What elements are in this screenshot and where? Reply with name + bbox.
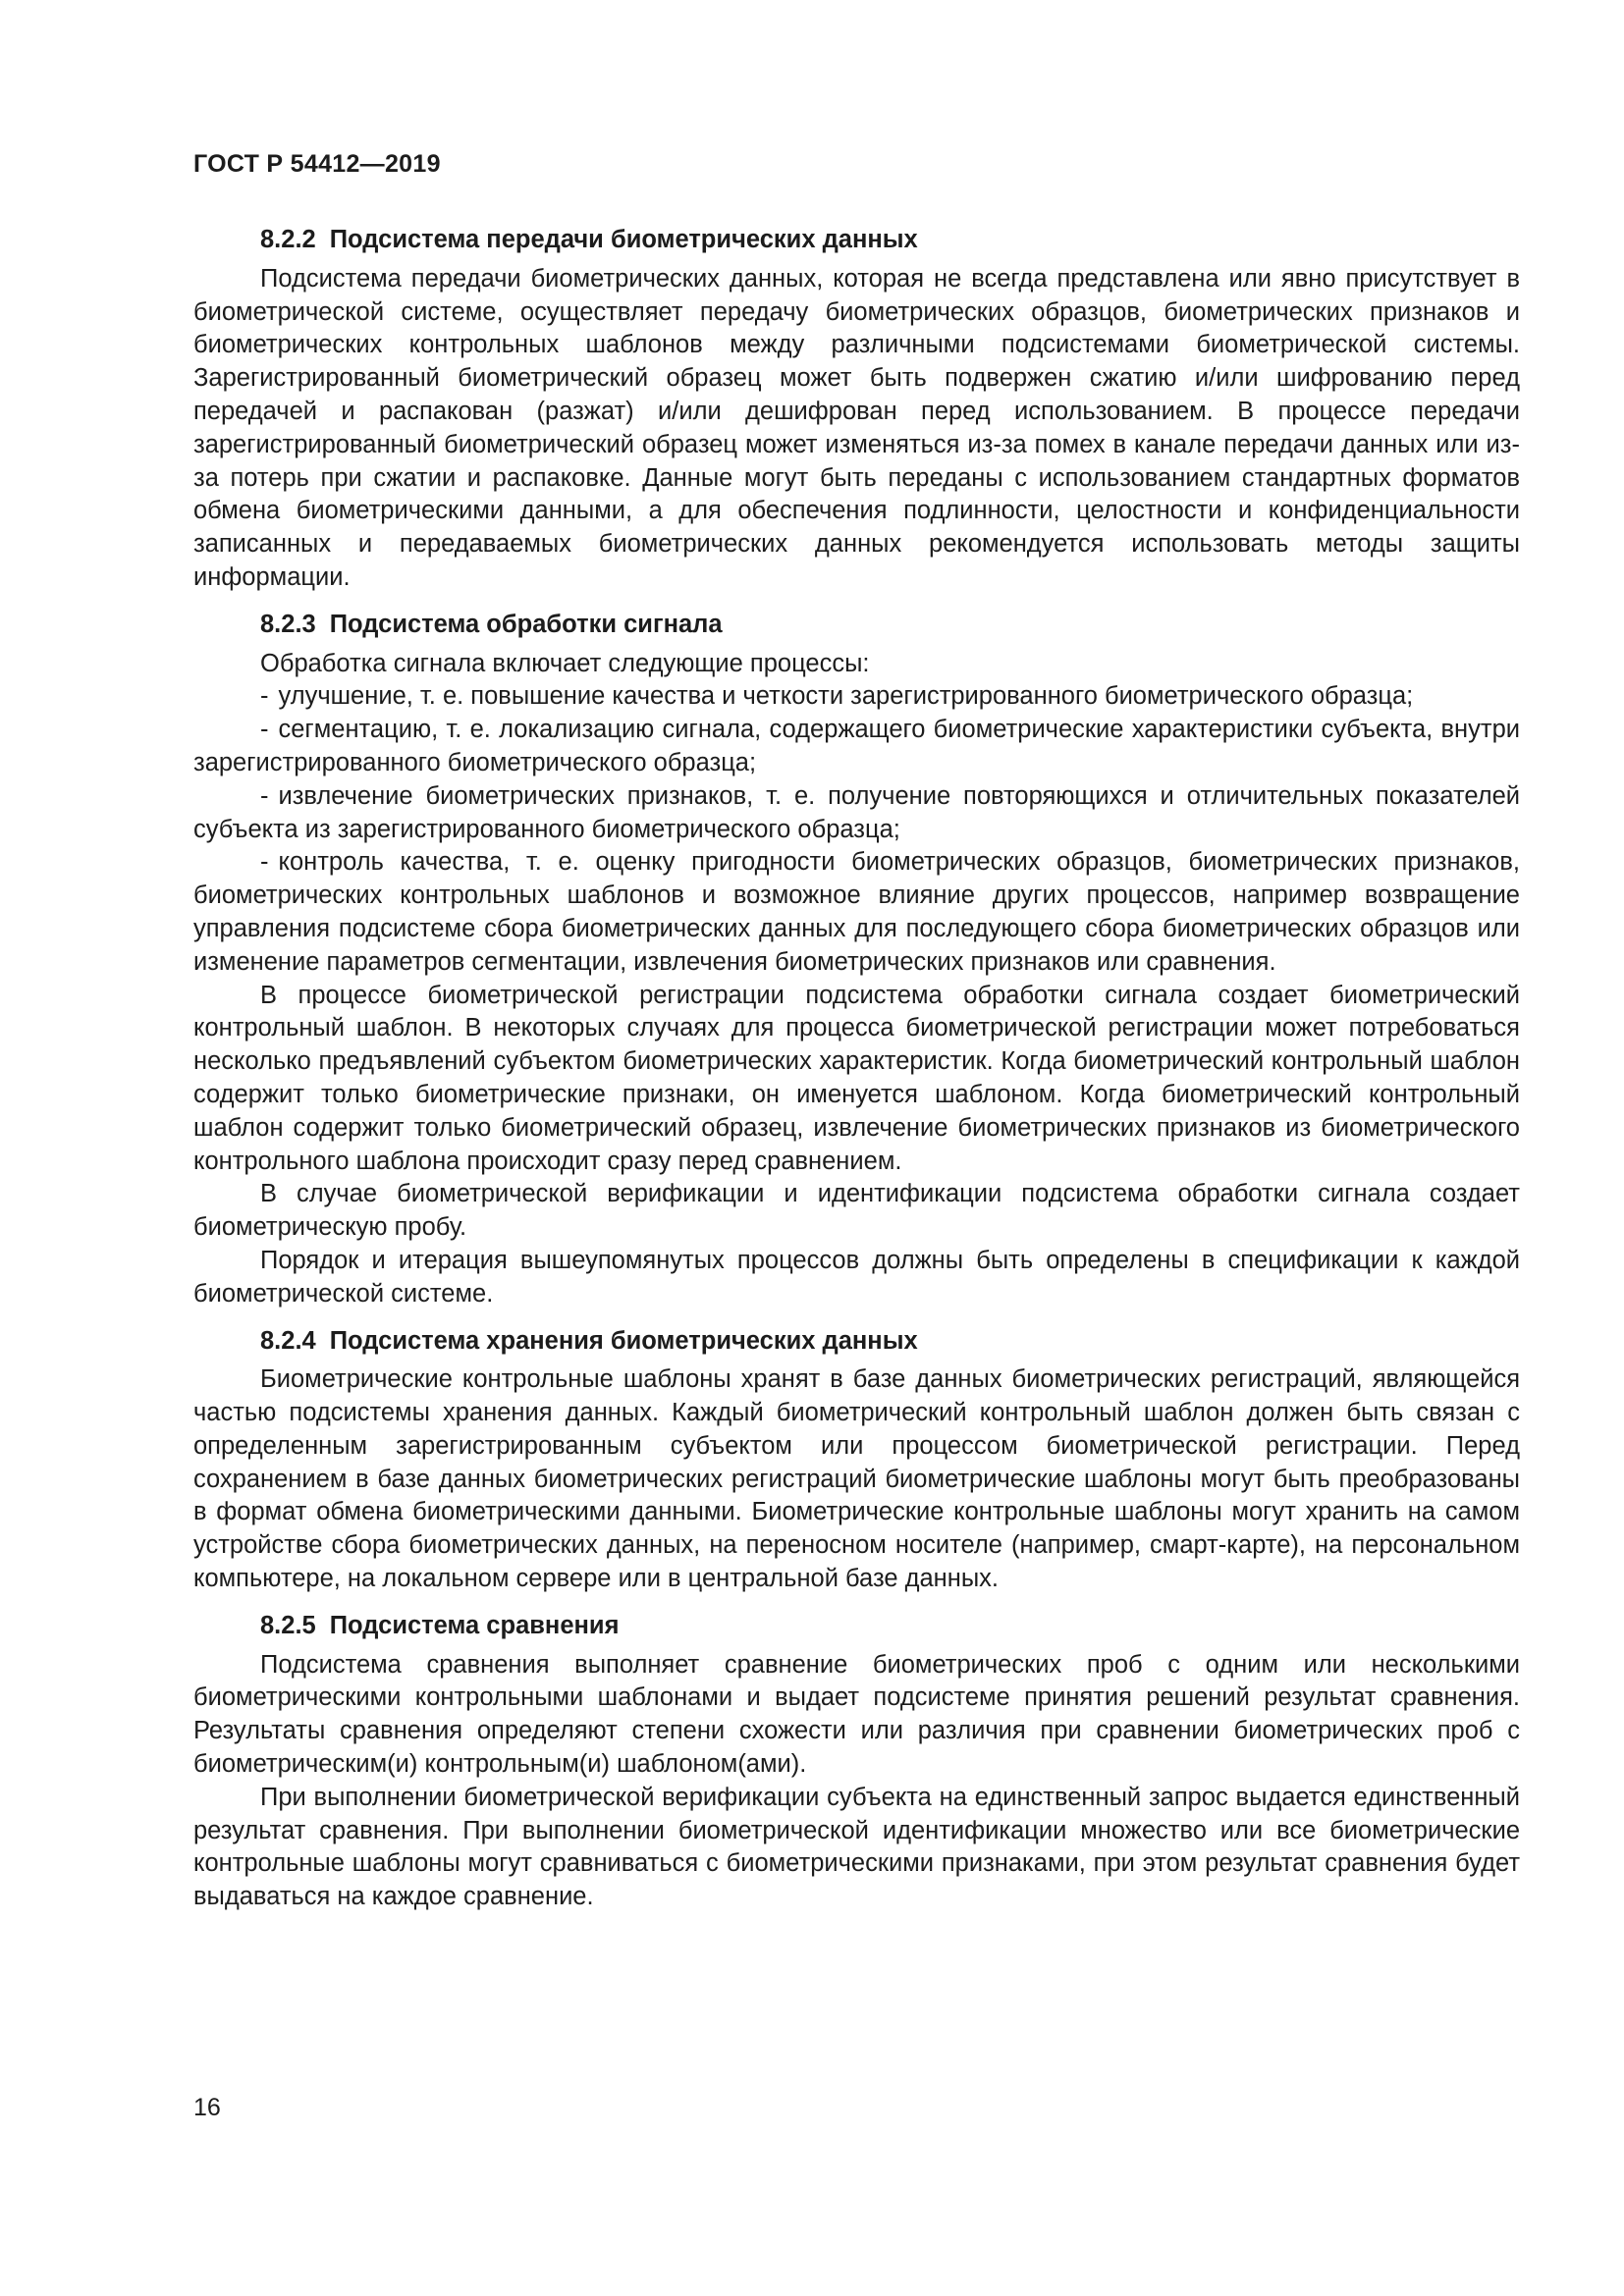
list-item-text: сегментацию, т. е. локализацию сигнала, содержащего биометрические характеристики субъекта, внутри зарегистрированного биометрического образца; xyxy=(193,716,1520,776)
page-number: 16 xyxy=(193,2094,221,2121)
section-8-2-4 xyxy=(193,1325,1520,1596)
list-item-text: извлечение биометрических признаков, т. е. получение повторяющихся и отличительных показателей субъекта из зарегистрированного биометрического образца; xyxy=(193,781,1520,843)
list-item-text: контроль качества, т. е. оценку пригодности биометрических образцов, биометрических признаков, биометрических контрольных шаблонов и возможное влияние других процессов, например возвращение управления подсистеме сбора биометрических данных для последующего сбора биометрических образцов или изменение параметров сегментации, извлечения биометрических признаков или сравнения. xyxy=(193,848,1520,976)
list-marker: - xyxy=(260,848,269,877)
paragraph: Биометрические контрольные шаблоны хранят в базе данных биометрических регистраций, являющейся частью подсистемы хранения данных. Каждый биометрический контрольный шаблон должен быть связан с определенным зарегистрированным субъектом или процессом биометрической регистрации. Перед сохранением в базе данных биометрических регистраций биометрические шаблоны могут быть преобразованы в формат обмена биометрическими данными. Биометрические контрольные шаблоны могут хранить на самом устройстве сбора биометрических данных, на переносном носителе (например, смарт-карте), на персональном компьютере, на локальном сервере или в центральной базе данных. xyxy=(193,1365,1520,1593)
paragraph: Подсистема сравнения выполняет сравнение биометрических проб с одним или несколькими биометрическими контрольными шаблонами и выдает подсистеме принятия решений результат сравнения. Результаты сравнения определяют степени схожести или различия при сравнении биометрических проб с биометрическим(и) контрольным(и) шаблоном(ами). xyxy=(193,1650,1520,1779)
section-title: Подсистема передачи биометрических данных xyxy=(329,226,918,253)
section-heading xyxy=(193,1325,1520,1359)
paragraph: В случае биометрической верификации и идентификации подсистема обработки сигнала создает биометрическую пробу. xyxy=(193,1180,1520,1242)
paragraph: Подсистема передачи биометрических данных, которая не всегда представлена или явно присутствует в биометрической системе, осуществляет передачу биометрических образцов, биометрических признаков и биометрических контрольных шаблонов между различными подсистемами биометрической системы. Зарегистрированный биометрический образец может быть подвержен сжатию и/или шифрованию перед передачей и распакован (разжат) и/или дешифрован перед использованием. В процессе передачи зарегистрированный биометрический образец может изменяться из-за помех в канале передачи данных или из-за потерь при сжатии и распаковке. Данные могут быть переданы с использованием стандартных форматов обмена биометрическими данными, а для обеспечения подлинности, целостности и конфиденциальности записанных и передаваемых биометрических данных рекомендуется использовать методы защиты информации. xyxy=(193,264,1520,591)
list-marker: - xyxy=(260,682,269,711)
paragraph: Порядок и итерация вышеупомянутых процессов должны быть определены в спецификации к каждой биометрической системе. xyxy=(193,1246,1520,1308)
section-heading xyxy=(193,224,1520,257)
section-heading xyxy=(193,1610,1520,1643)
section-number: 8.2.4 xyxy=(260,1326,316,1355)
list-item xyxy=(193,846,1520,979)
list-item xyxy=(193,780,1520,847)
list-item xyxy=(193,680,1520,714)
section-title: Подсистема обработки сигнала xyxy=(329,610,723,638)
section-title: Подсистема хранения биометрических данных xyxy=(329,1326,918,1355)
paragraph: В процессе биометрической регистрации подсистема обработки сигнала создает биометрический контрольный шаблон. В некоторых случаях для процесса биометрической регистрации может потребоваться несколько предъявлений субъектом биометрических характеристик. Когда биометрический контрольный шаблон содержит только биометрические признаки, он именуется шаблоном. Когда биометрический контрольный шаблон содержит только биометрический образец, извлечение биометрических признаков из биометрического контрольного шаблона происходит сразу перед сравнением. xyxy=(193,981,1520,1175)
section-8-2-5 xyxy=(193,1610,1520,1914)
list-marker: - xyxy=(260,781,269,810)
section-8-2-3 xyxy=(193,609,1520,1311)
section-number: 8.2.2 xyxy=(260,226,316,253)
section-number: 8.2.3 xyxy=(260,610,316,638)
list-intro: Обработка сигнала включает следующие процессы: xyxy=(260,649,870,677)
list-marker: - xyxy=(260,716,269,744)
section-heading xyxy=(193,609,1520,642)
list-item-text: улучшение, т. е. повышение качества и четкости зарегистрированного биометрического образца; xyxy=(278,682,1414,711)
section-title: Подсистема сравнения xyxy=(329,1611,620,1639)
document-header: ГОСТ Р 54412—2019 xyxy=(193,150,441,178)
section-number: 8.2.5 xyxy=(260,1611,316,1639)
paragraph: При выполнении биометрической верификации субъекта на единственный запрос выдается единственный результат сравнения. При выполнении биометрической идентификации множество или все биометрические контрольные шаблоны могут сравниваться с биометрическими признаками, при этом результат сравнения будет выдаваться на каждое сравнение. xyxy=(193,1783,1520,1911)
section-8-2-2 xyxy=(193,224,1520,595)
list-item xyxy=(193,714,1520,780)
document-body xyxy=(193,224,1520,1914)
